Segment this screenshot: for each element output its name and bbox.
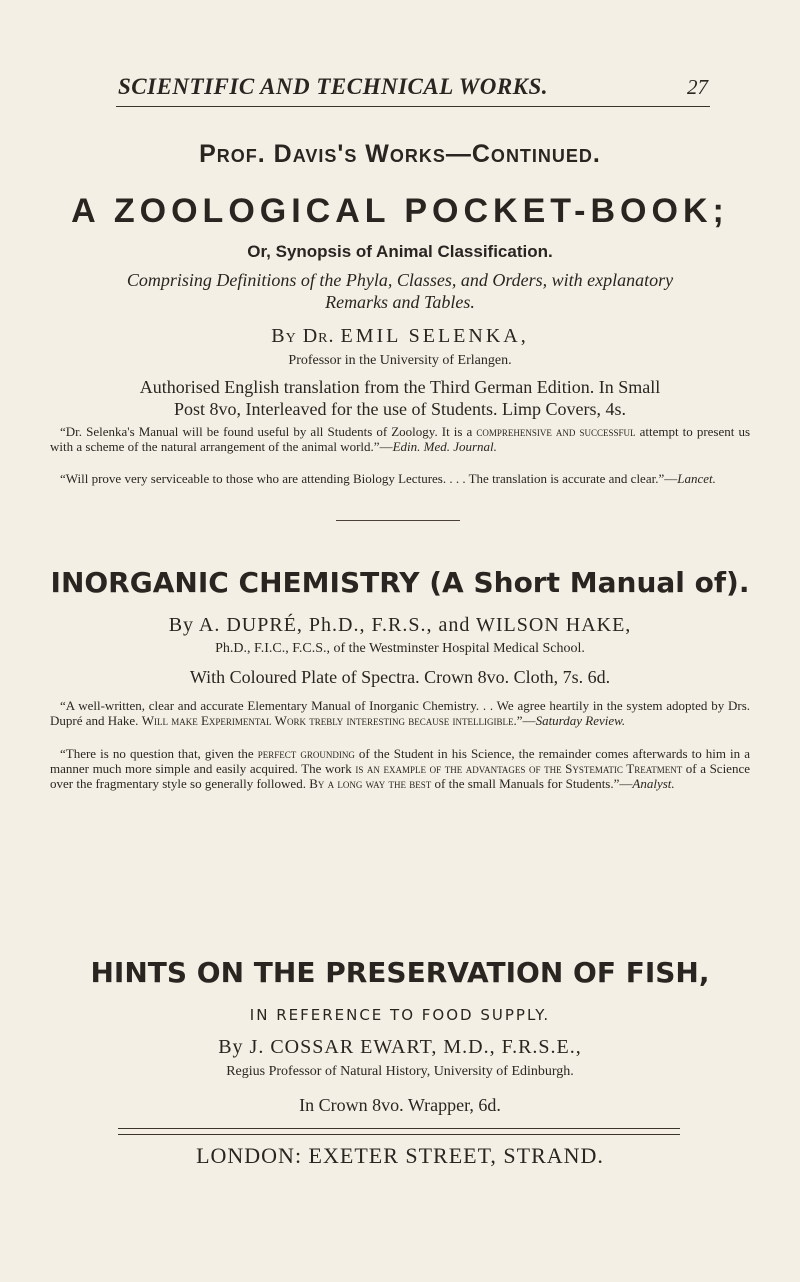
book2-title-block <box>50 566 750 599</box>
book2-author: By A. DUPRÉ, Ph.D., F.R.S., and WILSON HAKE, <box>168 614 632 636</box>
book3-details: In Crown 8vo. Wrapper, 6d. <box>299 1095 501 1115</box>
footer-rule-bottom <box>118 1134 680 1135</box>
book3-subtitle: IN REFERENCE TO FOOD SUPPLY. <box>249 1006 551 1024</box>
footer-rule-top <box>118 1128 680 1129</box>
book1-affiliation: Professor in the University of Erlangen. <box>288 353 512 368</box>
book3-author: By J. COSSAR EWART, M.D., F.R.S.E., <box>218 1036 582 1058</box>
book3-title: HINTS ON THE PRESERVATION OF FISH, <box>90 956 710 989</box>
book1-review-2: “Will prove very serviceable to those who are attending Biology Lectures. . . . The translation is accurate and clear.”—Lancet. <box>60 471 716 486</box>
page-number: 27 <box>687 75 708 99</box>
book1-edition-details: Authorised English translation from the Third German Edition. In Small Post 8vo, Interleaved for the use of Students. Limp Covers, 4s. <box>139 377 661 419</box>
series-heading: Prof. Davis's Works—Continued. <box>199 140 601 168</box>
section-divider <box>336 520 460 521</box>
book1-title-block <box>50 192 750 231</box>
book1-author: By Dr. EMIL SELENKA, <box>271 325 529 347</box>
book3-title-block <box>50 956 750 989</box>
running-head-title: SCIENTIFIC AND TECHNICAL WORKS. <box>118 74 549 99</box>
book2-review-2: “There is no question that, given the perfect grounding of the Student in his Science, the remainder comes afterwards to him in a manner much more simple and easily acquired. The work is an example of the advantages of the Systematic Treatment of a Science over the fragmentary style so generally followed. By a long way the best of the small Manuals for Students.”—Analyst. <box>50 746 750 791</box>
book2-details: With Coloured Plate of Spectra. Crown 8vo. Cloth, 7s. 6d. <box>189 667 611 687</box>
imprint-footer: LONDON: EXETER STREET, STRAND. <box>196 1143 604 1168</box>
header-rule <box>116 106 710 107</box>
book2-review-1: “A well-written, clear and accurate Elementary Manual of Inorganic Chemistry. . . We agree heartily in the system adopted by Drs. Dupré and Hake. Will make Experimental Work trebly interesting because intelligible.”—Saturday Review. <box>50 698 750 728</box>
book1-subtitle: Or, Synopsis of Animal Classification. <box>247 242 553 261</box>
book1-description: Comprising Definitions of the Phyla, Classes, and Orders, with explanatory Remarks and Tables. <box>126 270 674 312</box>
running-head <box>118 74 708 100</box>
book2-title: INORGANIC CHEMISTRY (A Short Manual of). <box>50 566 750 599</box>
book1-title: A ZOOLOGICAL POCKET-BOOK; <box>71 192 729 230</box>
book1-review-1: “Dr. Selenka's Manual will be found useful by all Students of Zoology. It is a comprehensive and successful attempt to present us with a scheme of the natural arrangement of the animal world.”—Edin. Med. Journal. <box>50 424 751 454</box>
book2-affiliation: Ph.D., F.I.C., F.C.S., of the Westminster Hospital Medical School. <box>215 641 585 656</box>
book3-affiliation: Regius Professor of Natural History, University of Edinburgh. <box>226 1064 574 1079</box>
